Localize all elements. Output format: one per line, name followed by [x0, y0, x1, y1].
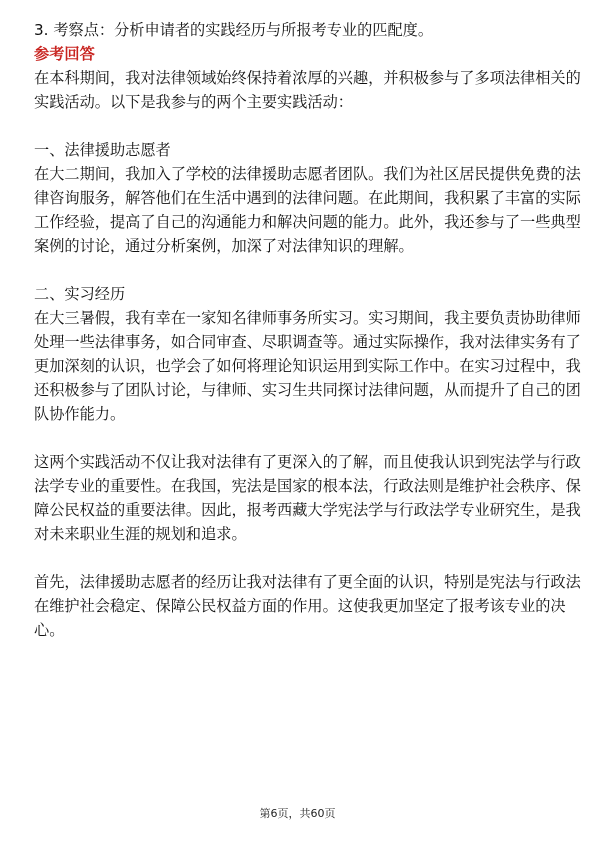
paragraph-first	[34, 570, 581, 642]
section-heading: 一、法律援助志愿者	[34, 141, 171, 159]
paragraph-line: 心。	[34, 621, 65, 639]
paragraph-line: 障公民权益的重要法律。因此，报考西藏大学宪法学与行政法学专业研究生，是我	[34, 501, 581, 519]
answer-heading: 参考回答	[34, 45, 95, 63]
paragraph-significance	[34, 450, 581, 546]
paragraph-line: 更加深刻的认识，也学会了如何将理论知识运用到实际工作中。在实习过程中，我	[34, 357, 581, 375]
paragraph-line: 对未来职业生涯的规划和追求。	[34, 525, 247, 543]
paragraph-line: 在大二期间，我加入了学校的法律援助志愿者团队。我们为社区居民提供免费的法	[34, 165, 581, 183]
spacer	[34, 258, 562, 282]
section-heading: 二、实习经历	[34, 285, 126, 303]
document-page	[34, 18, 581, 642]
paragraph-line: 首先，法律援助志愿者的经历让我对法律有了更全面的认识，特别是宪法与行政法	[34, 573, 581, 591]
page-number: 第6页，共60页	[259, 807, 336, 820]
paragraph-line: 案例的讨论，通过分析案例，加深了对法律知识的理解。	[34, 237, 414, 255]
section-internship	[34, 282, 581, 426]
intro-line: 在本科期间，我对法律领域始终保持着浓厚的兴趣，并积极参与了多项法律相关的	[34, 69, 581, 87]
paragraph-line: 法学专业的重要性。在我国，宪法是国家的根本法，行政法则是维护社会秩序、保	[34, 477, 581, 495]
intro-line: 实践活动。以下是我参与的两个主要实践活动：	[34, 93, 353, 111]
paragraph-line: 队协作能力。	[34, 405, 126, 423]
paragraph-line: 在大三暑假，我有幸在一家知名律师事务所实习。实习期间，我主要负责协助律师	[34, 309, 581, 327]
paragraph-line: 在维护社会稳定、保障公民权益方面的作用。这使我更加坚定了报考该专业的决	[34, 597, 566, 615]
spacer	[34, 114, 562, 138]
paragraph-line: 工作经验，提高了自己的沟通能力和解决问题的能力。此外，我还参与了一些典型	[34, 213, 581, 231]
spacer	[34, 426, 562, 450]
section-legal-aid	[34, 138, 581, 258]
intro-paragraph	[34, 66, 581, 114]
paragraph-line: 还积极参与了团队讨论，与律师、实习生共同探讨法律问题，从而提升了自己的团	[34, 381, 581, 399]
spacer	[34, 546, 562, 570]
question-point: 3. 考察点：分析申请者的实践经历与所报考专业的匹配度。	[34, 21, 434, 39]
paragraph-line: 这两个实践活动不仅让我对法律有了更深入的了解，而且使我认识到宪法学与行政	[34, 453, 581, 471]
paragraph-line: 律咨询服务，解答他们在生活中遇到的法律问题。在此期间，我积累了丰富的实际	[34, 189, 581, 207]
paragraph-line: 处理一些法律事务，如合同审查、尽职调查等。通过实际操作，我对法律实务有了	[34, 333, 581, 351]
